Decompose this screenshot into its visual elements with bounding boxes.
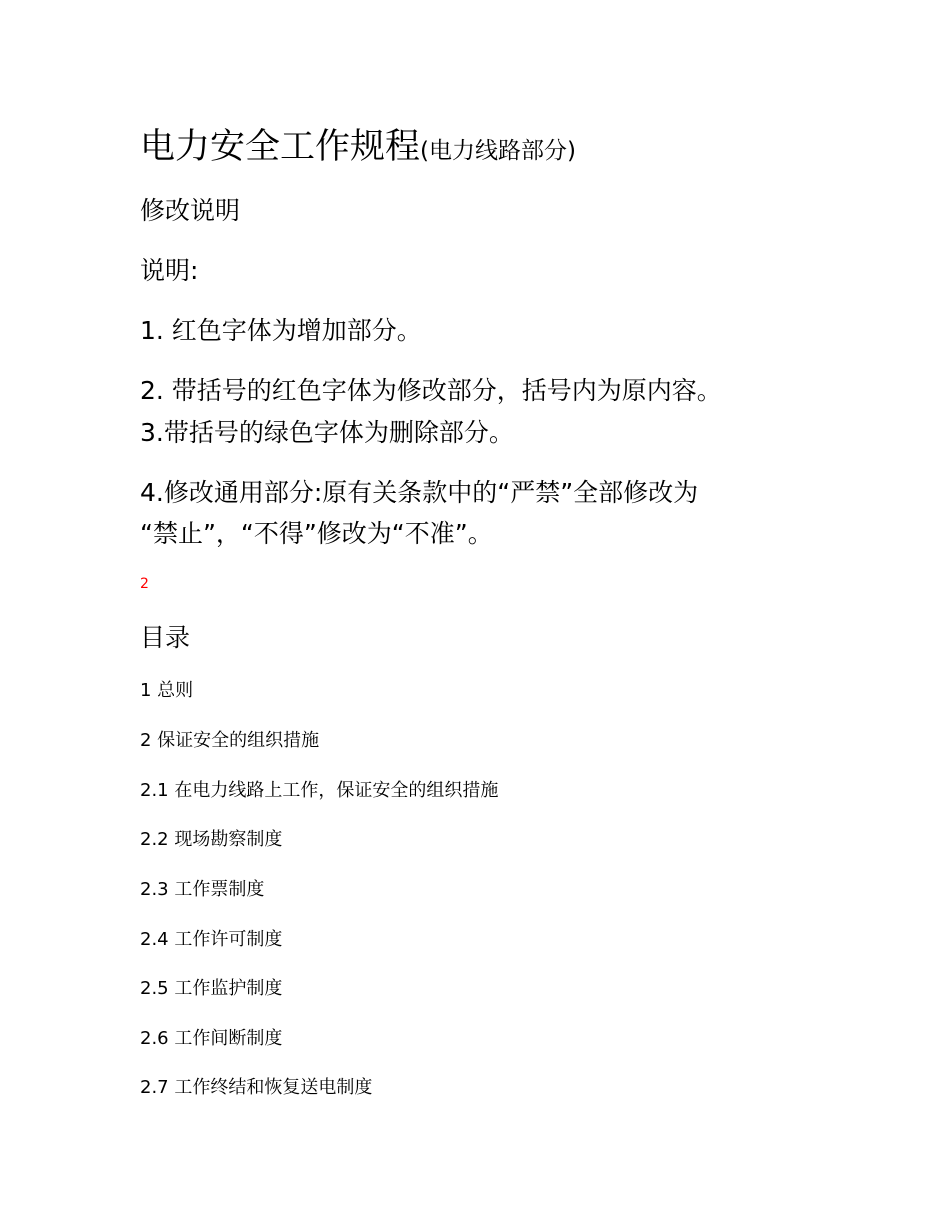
toc-item: 2.3 工作票制度 bbox=[140, 879, 265, 900]
explain-label: 说明: bbox=[140, 256, 199, 285]
title-subtitle: (电力线路部分) bbox=[420, 138, 576, 164]
toc-item: 2.2 现场勘察制度 bbox=[140, 829, 283, 850]
toc-item: 2.4 工作许可制度 bbox=[140, 929, 283, 950]
note-3: 3.带括号的绿色字体为删除部分。 bbox=[140, 418, 514, 447]
toc-item: 2.7 工作终结和恢复送电制度 bbox=[140, 1077, 373, 1098]
note-4-continued: “禁止”，“不得”修改为“不准”。 bbox=[140, 519, 493, 548]
toc-heading: 目录 bbox=[140, 623, 191, 652]
toc-item: 1 总则 bbox=[140, 680, 194, 701]
toc-item: 2.5 工作监护制度 bbox=[140, 978, 283, 999]
document-title bbox=[140, 126, 576, 168]
note-1: 1. 红色字体为增加部分。 bbox=[140, 316, 422, 345]
toc-item: 2 保证安全的组织措施 bbox=[140, 730, 320, 751]
note-4: 4.修改通用部分:原有关条款中的“严禁”全部修改为 bbox=[140, 478, 699, 507]
title-main: 电力安全工作规程 bbox=[140, 127, 421, 167]
revision-heading: 修改说明 bbox=[140, 196, 241, 225]
note-2: 2. 带括号的红色字体为修改部分，括号内为原内容。 bbox=[140, 376, 722, 405]
red-marker: 2 bbox=[140, 576, 149, 592]
toc-item: 2.6 工作间断制度 bbox=[140, 1028, 283, 1049]
toc-item: 2.1 在电力线路上工作，保证安全的组织措施 bbox=[140, 780, 499, 801]
